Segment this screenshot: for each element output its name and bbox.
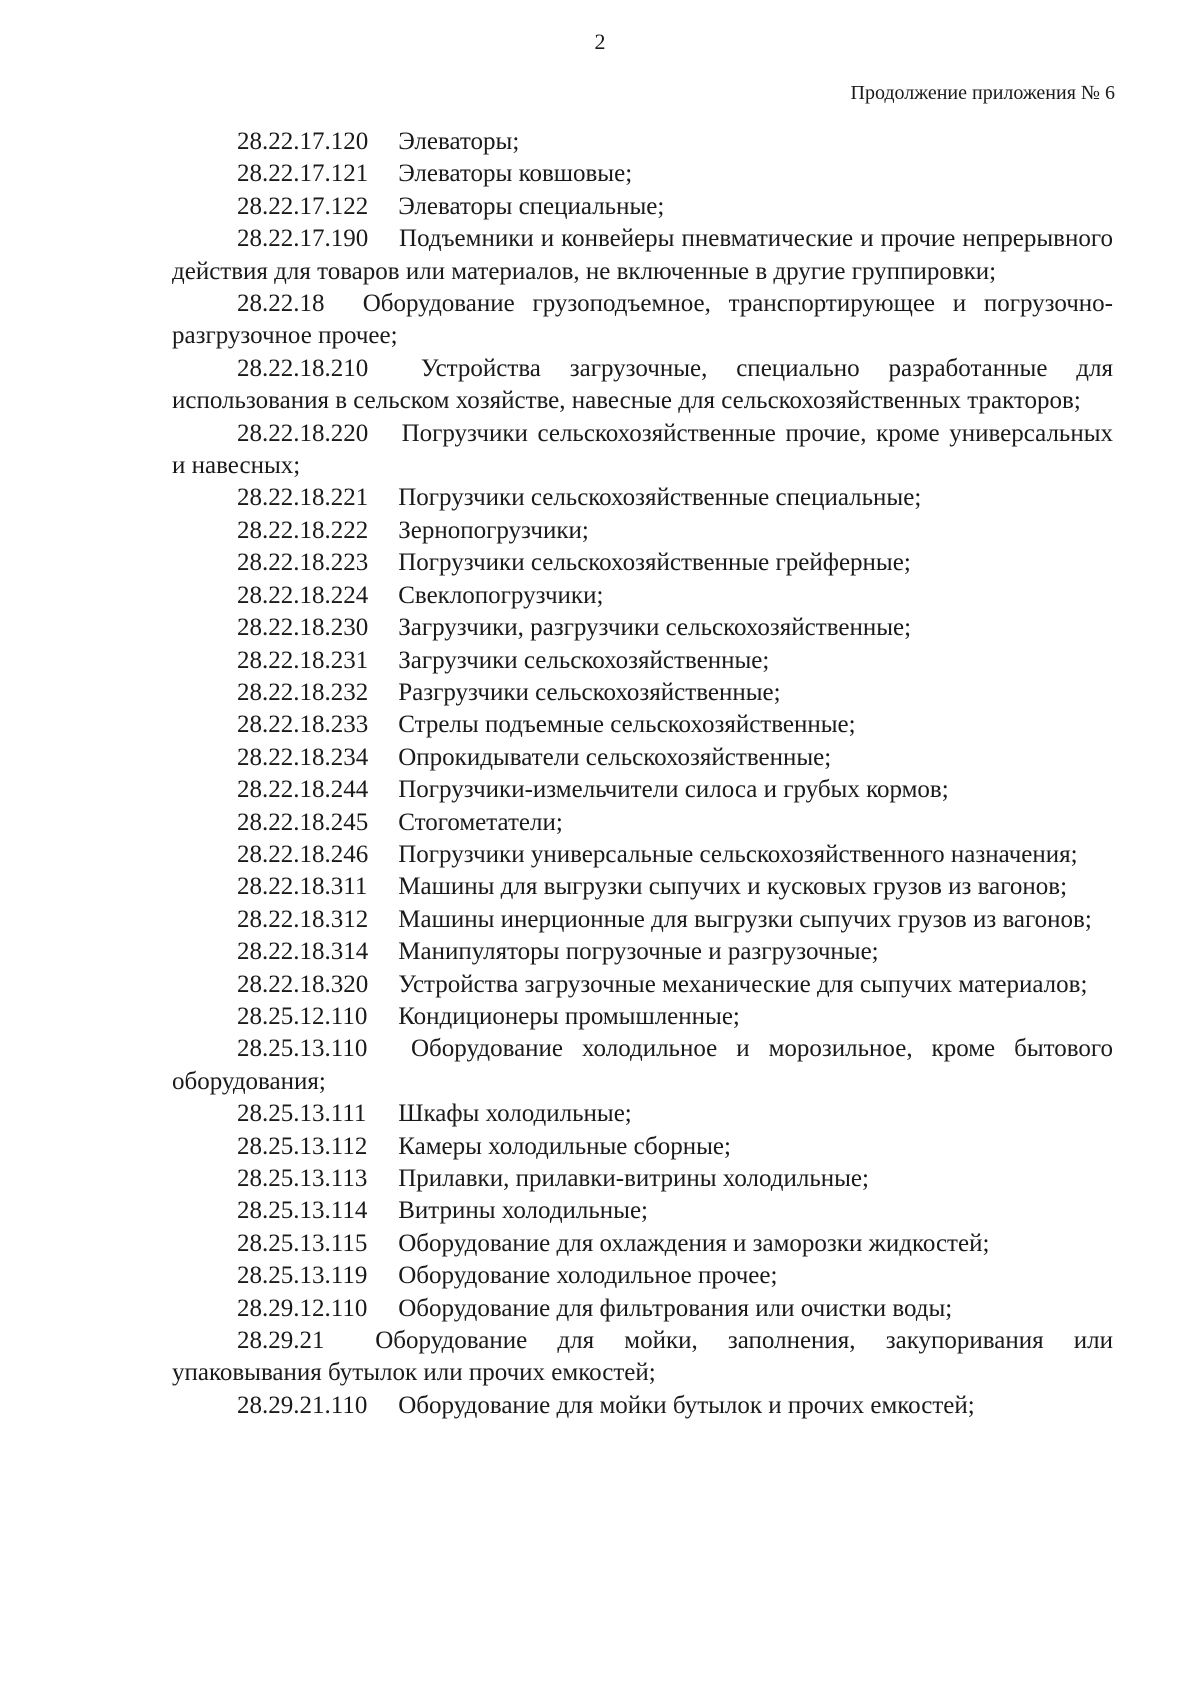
entry-text: Оборудование грузоподъемное, транспортирующее и погрузочно-разгрузочное прочее;: [172, 290, 1113, 350]
list-entry: [172, 1001, 1113, 1033]
entry-code: 28.22.17.120: [237, 128, 369, 155]
entry-text: Погрузчики сельскохозяйственные прочие, кроме универсальных и навесных;: [172, 419, 1113, 480]
entry-text: Машины для выгрузки сыпучих и кусковых грузов из вагонов;: [398, 873, 1068, 901]
entry-text: Устройства загрузочные, специально разработанные для использования в сельском хозяйстве, навесные для сельскохозяйственных тракторов;: [172, 354, 1114, 415]
entry-code: 28.25.13.110: [237, 1035, 368, 1063]
entry-text: Прилавки, прилавки-витрины холодильные;: [398, 1165, 869, 1192]
entry-code: 28.22.18.210: [237, 354, 369, 382]
entry-code: 28.22.18.230: [237, 614, 369, 642]
list-entry: [172, 839, 1113, 871]
list-entry: [172, 677, 1113, 709]
entry-text: Зернопогрузчики;: [398, 516, 589, 544]
entry-text: Витрины холодильные;: [398, 1197, 649, 1225]
entry-text: Оборудование для охлаждения и заморозки жидкостей;: [398, 1229, 990, 1257]
entry-text: Оборудование для мойки бутылок и прочих емкостей;: [398, 1391, 975, 1419]
entry-code: 28.25.13.115: [237, 1229, 368, 1257]
entry-code: 28.22.18.244: [237, 776, 369, 804]
entry-code: 28.22.18.224: [237, 581, 369, 609]
entry-code: 28.22.18.231: [237, 646, 369, 674]
entry-text: Свеклопогрузчики;: [398, 581, 604, 609]
entry-code: 28.25.13.112: [237, 1132, 368, 1160]
list-entry: [172, 1163, 1113, 1195]
entry-code: 28.22.18.233: [237, 711, 369, 739]
entry-code: 28.22.18.312: [237, 905, 369, 933]
entry-text: Кондиционеры промышленные;: [398, 1002, 740, 1030]
entry-text: Загрузчики, разгрузчики сельскохозяйственные;: [398, 614, 912, 642]
list-entry: [172, 418, 1113, 483]
classifier-list: [172, 126, 1113, 1422]
entry-text: Погрузчики сельскохозяйственные специальные;: [398, 484, 922, 512]
list-entry: [172, 1228, 1113, 1260]
entry-text: Элеваторы специальные;: [398, 192, 665, 220]
entry-code: 28.22.18: [237, 290, 325, 318]
entry-text: Оборудование холодильное и морозильное, кроме бытового оборудования;: [172, 1035, 1114, 1095]
list-entry: [172, 158, 1113, 190]
list-entry: [172, 1260, 1113, 1292]
entry-code: 28.22.18.320: [237, 970, 369, 998]
list-entry: [172, 1195, 1113, 1227]
entry-text: Погрузчики универсальные сельскохозяйственного назначения;: [398, 840, 1078, 868]
list-entry: [172, 807, 1113, 839]
entry-code: 28.22.18.221: [237, 484, 369, 512]
list-entry: [172, 547, 1113, 579]
entry-code: 28.25.13.119: [237, 1262, 368, 1290]
list-entry: [172, 1131, 1113, 1163]
list-entry: [172, 580, 1113, 612]
entry-code: 28.29.21.110: [237, 1391, 368, 1419]
entry-text: Манипуляторы погрузочные и разгрузочные;: [398, 938, 879, 966]
entry-code: 28.29.12.110: [237, 1294, 368, 1322]
list-entry: [172, 742, 1113, 774]
entry-code: 28.22.17.121: [237, 160, 369, 188]
list-entry: [172, 904, 1113, 936]
entry-text: Элеваторы;: [398, 128, 520, 155]
entry-code: 28.25.13.113: [237, 1165, 368, 1192]
entry-text: Погрузчики сельскохозяйственные грейферные;: [398, 549, 911, 577]
list-entry: [172, 774, 1113, 806]
entry-code: 28.22.18.311: [237, 873, 368, 901]
list-entry: [172, 871, 1113, 903]
list-entry: [172, 969, 1113, 1001]
entry-code: 28.22.18.314: [237, 938, 369, 966]
list-entry: [172, 612, 1113, 644]
entry-text: Стрелы подъемные сельскохозяйственные;: [398, 711, 856, 739]
entry-text: Стогометатели;: [398, 808, 563, 836]
entry-text: Оборудование холодильное прочее;: [398, 1262, 778, 1290]
entry-code: 28.29.21: [237, 1327, 325, 1355]
entry-code: 28.22.18.245: [237, 808, 369, 836]
list-entry: [172, 1033, 1113, 1098]
list-entry: [172, 353, 1113, 418]
list-entry: [172, 126, 1113, 158]
list-entry: [172, 1098, 1113, 1130]
entry-text: Оборудование для мойки, заполнения, закупоривания или упаковывания бутылок или прочих емкостей;: [172, 1327, 1113, 1387]
page-number: 2: [594, 29, 606, 54]
list-entry: [172, 936, 1113, 968]
list-entry: [172, 1325, 1113, 1390]
list-entry: [172, 1293, 1113, 1325]
entry-code: 28.22.18.234: [237, 743, 369, 771]
entry-text: Шкафы холодильные;: [398, 1100, 632, 1128]
entry-text: Элеваторы ковшовые;: [398, 160, 633, 188]
entry-text: Разгрузчики сельскохозяйственные;: [398, 678, 781, 706]
entry-code: 28.25.12.110: [237, 1002, 368, 1030]
entry-code: 28.22.17.122: [237, 192, 369, 220]
running-header: Продолжение приложения № 6: [850, 82, 1115, 104]
list-entry: [172, 288, 1113, 353]
entry-code: 28.22.17.190: [237, 225, 369, 253]
list-entry: [172, 482, 1113, 514]
entry-code: 28.25.13.114: [237, 1197, 368, 1225]
list-entry: [172, 1390, 1113, 1422]
entry-text: Устройства загрузочные механические для сыпучих материалов;: [398, 970, 1088, 998]
entry-text: Оборудование для фильтрования или очистки воды;: [398, 1294, 953, 1322]
list-entry: [172, 191, 1113, 223]
entry-code: 28.22.18.232: [237, 678, 369, 706]
list-entry: [172, 709, 1113, 741]
list-entry: [172, 515, 1113, 547]
entry-text: Машины инерционные для выгрузки сыпучих грузов из вагонов;: [398, 905, 1092, 933]
entry-code: 28.25.13.111: [237, 1100, 367, 1128]
entry-text: Загрузчики сельскохозяйственные;: [398, 646, 770, 674]
entry-text: Опрокидыватели сельскохозяйственные;: [398, 743, 832, 771]
entry-text: Подъемники и конвейеры пневматические и прочие непрерывного действия для товаров или материалов, не включенные в другие группировки;: [172, 225, 1113, 285]
list-entry: [172, 645, 1113, 677]
entry-text: Камеры холодильные сборные;: [398, 1132, 731, 1160]
entry-code: 28.22.18.222: [237, 516, 369, 544]
entry-code: 28.22.18.223: [237, 549, 369, 577]
entry-text: Погрузчики-измельчители силоса и грубых кормов;: [398, 776, 949, 804]
list-entry: [172, 223, 1113, 288]
entry-code: 28.22.18.220: [237, 419, 369, 447]
entry-code: 28.22.18.246: [237, 840, 369, 868]
